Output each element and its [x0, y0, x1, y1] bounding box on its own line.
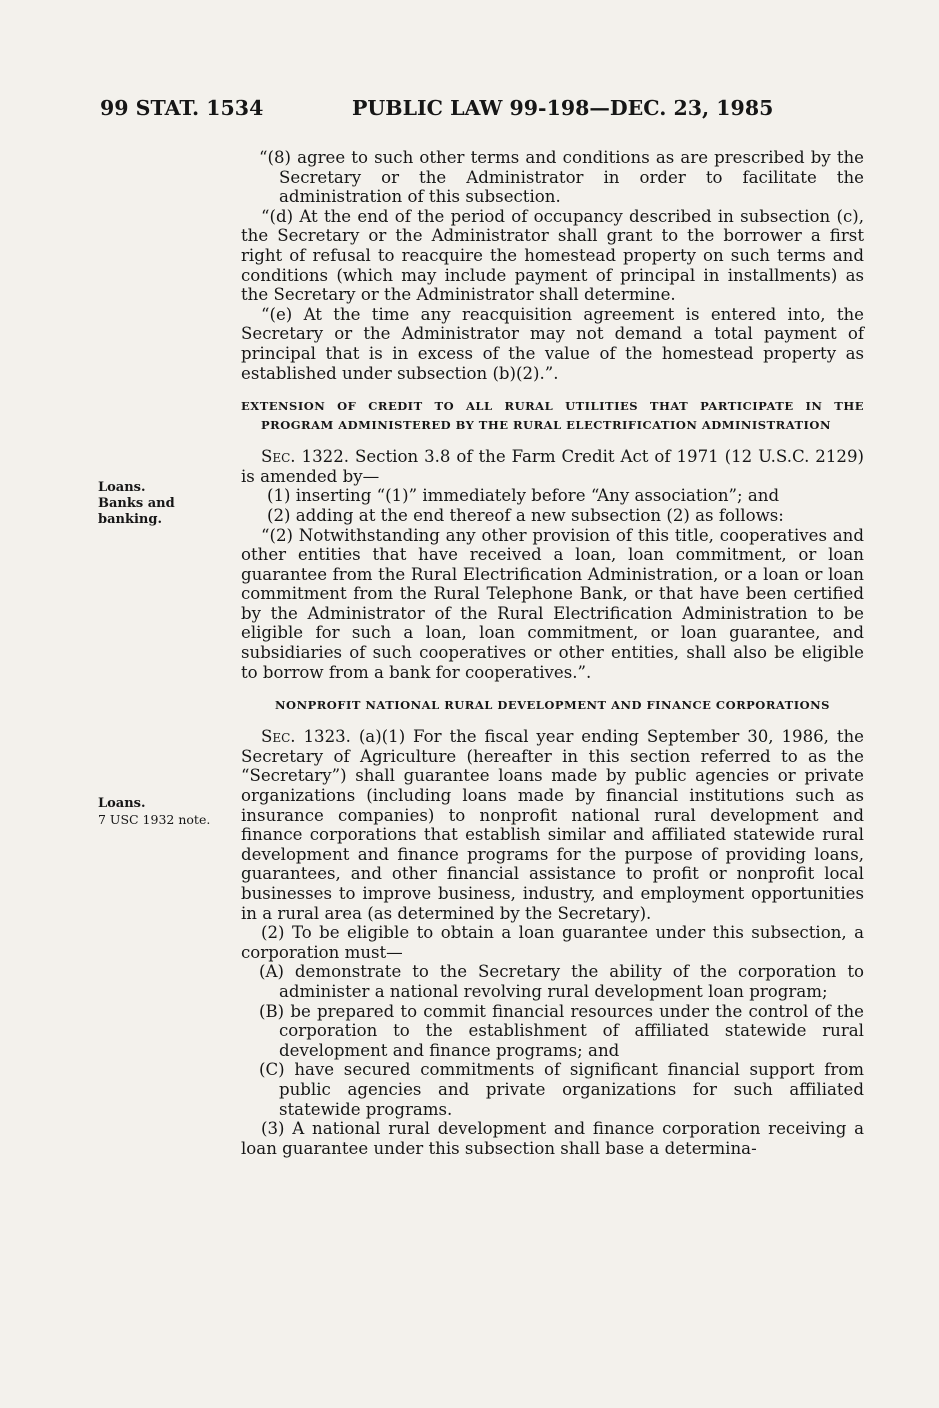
margin-note-line: Loans. — [98, 480, 146, 495]
margin-note-line: banking. — [98, 512, 162, 527]
subsection-2: “(2) Notwithstanding any other provision of this title, cooperatives and other entities that have received a loan, loan commitment, or loan guarantee from the Rural Electrification Administration, or a loan or loan commitment from the Rural Telephone Bank, or that have been certified by the Administrator of the Rural Electrification Administration to be eligible for such a loan, loan commitment, or loan guarantee, and subsidiaries of such cooperatives or other entities, shall also be eligible to borrow from a bank for cooperatives.”. — [241, 525, 864, 682]
clause-1: (1) inserting “(1)” immediately before “Any association”; and — [267, 486, 780, 506]
section-heading-1322: EXTENSION OF CREDIT TO ALL RURAL UTILITIES THAT PARTICIPATE IN THE PROGRAM ADMINISTERED BY THE RURAL ELECTRIFICATION ADMINISTRATION — [241, 399, 864, 433]
section-1322-intro — [241, 447, 864, 486]
paragraph-a2: (2) To be eligible to obtain a loan guarantee under this subsection, a corporation must— — [241, 923, 864, 962]
section-label: Sec. 1322. — [261, 447, 350, 467]
public-law-title: PUBLIC LAW 99-198—DEC. 23, 1985 — [352, 96, 774, 120]
paragraph-a3: (3) A national rural development and finance corporation receiving a loan guarantee under this subsection shall base a determina- — [241, 1119, 864, 1158]
margin-note-sec-1323 — [98, 796, 228, 828]
margin-note-sec-1322 — [98, 480, 228, 528]
clause-2: (2) adding at the end thereof a new subsection (2) as follows: — [267, 505, 784, 525]
margin-note-line: 7 USC 1932 note. — [98, 812, 211, 827]
clause-C: (C) have secured commitments of significant financial support from public agencies and private organizations for such affiliated statewide programs. — [259, 1060, 864, 1119]
section-label: Sec. 1323. — [261, 727, 351, 747]
section-heading-1323: NONPROFIT NATIONAL RURAL DEVELOPMENT AND FINANCE CORPORATIONS — [275, 698, 830, 713]
margin-note-line: Banks and — [98, 496, 175, 511]
paragraph-d: “(d) At the end of the period of occupancy described in subsection (c), the Secretary or the Administrator shall grant to the borrower a first right of refusal to reacquire the homestead property on such terms and conditions (which may include payment of principal in installments) as the Secretary or the Administrator shall determine. — [241, 206, 864, 305]
page-header — [100, 96, 868, 126]
margin-note-line: Loans. — [98, 796, 146, 811]
statute-page-reference: 99 STAT. 1534 — [100, 96, 264, 120]
body-text — [241, 148, 864, 1158]
section-1323-intro — [241, 727, 864, 923]
paragraph-e: “(e) At the time any reacquisition agreement is entered into, the Secretary or the Administrator may not demand a total payment of principal that is in excess of the value of the homestead property as established under subsection (b)(2).”. — [241, 304, 864, 383]
section-text: Section 3.8 of the Farm Credit Act of 1971 (12 U.S.C. 2129) is amended by— — [241, 447, 864, 486]
clause-A: (A) demonstrate to the Secretary the ability of the corporation to administer a national revolving rural development loan program; — [259, 962, 864, 1001]
paragraph-8: “(8) agree to such other terms and conditions as are prescribed by the Secretary or the Administrator in order to facilitate the administration of this subsection. — [259, 148, 864, 207]
section-text: (a)(1) For the fiscal year ending September 30, 1986, the Secretary of Agriculture (hereafter in this section referred to as the “Secretary”) shall guarantee loans made by public agencies or private organizations (including loans made by financial institutions such as insurance companies) to nonprofit national rural development and finance corporations that establish similar and affiliated statewide rural development and finance programs for the purpose of providing loans, guarantees, and other financial assistance to profit or nonprofit local businesses to improve business, industry, and employment opportunities in a rural area (as determined by the Secretary). — [241, 727, 864, 923]
clause-B: (B) be prepared to commit financial resources under the control of the corporation to the establishment of affiliated statewide rural development and finance programs; and — [259, 1001, 864, 1060]
